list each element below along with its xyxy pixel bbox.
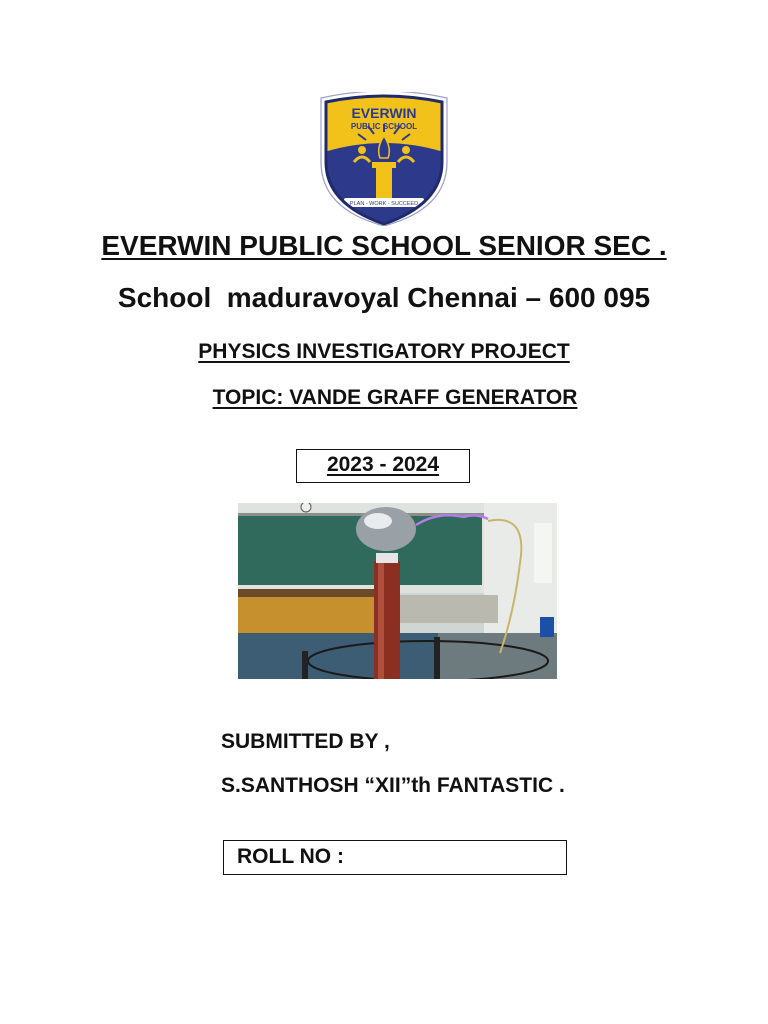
academic-year: 2023 - 2024: [326, 453, 440, 476]
project-topic: TOPIC: VANDE GRAFF GENERATOR: [212, 386, 578, 409]
student-name-class: S.SANTHOSH “XII”th FANTASTIC .: [221, 774, 565, 797]
project-title: PHYSICS INVESTIGATORY PROJECT: [198, 340, 570, 363]
school-name-heading: EVERWIN PUBLIC SCHOOL SENIOR SEC .: [101, 230, 667, 261]
van-de-graaff-generator-photo: [238, 503, 557, 679]
submitted-by-label: SUBMITTED BY ,: [221, 730, 390, 753]
logo-motto: PLAN - WORK - SUCCEED: [349, 201, 419, 207]
school-address-heading: School maduravoyal Chennai – 600 095: [117, 282, 651, 313]
school-crest-icon: [318, 92, 450, 226]
logo-line1: EVERWIN: [351, 105, 417, 121]
logo-line2: PUBLIC SCHOOL: [350, 122, 418, 131]
roll-number-label: ROLL NO :: [237, 845, 344, 868]
